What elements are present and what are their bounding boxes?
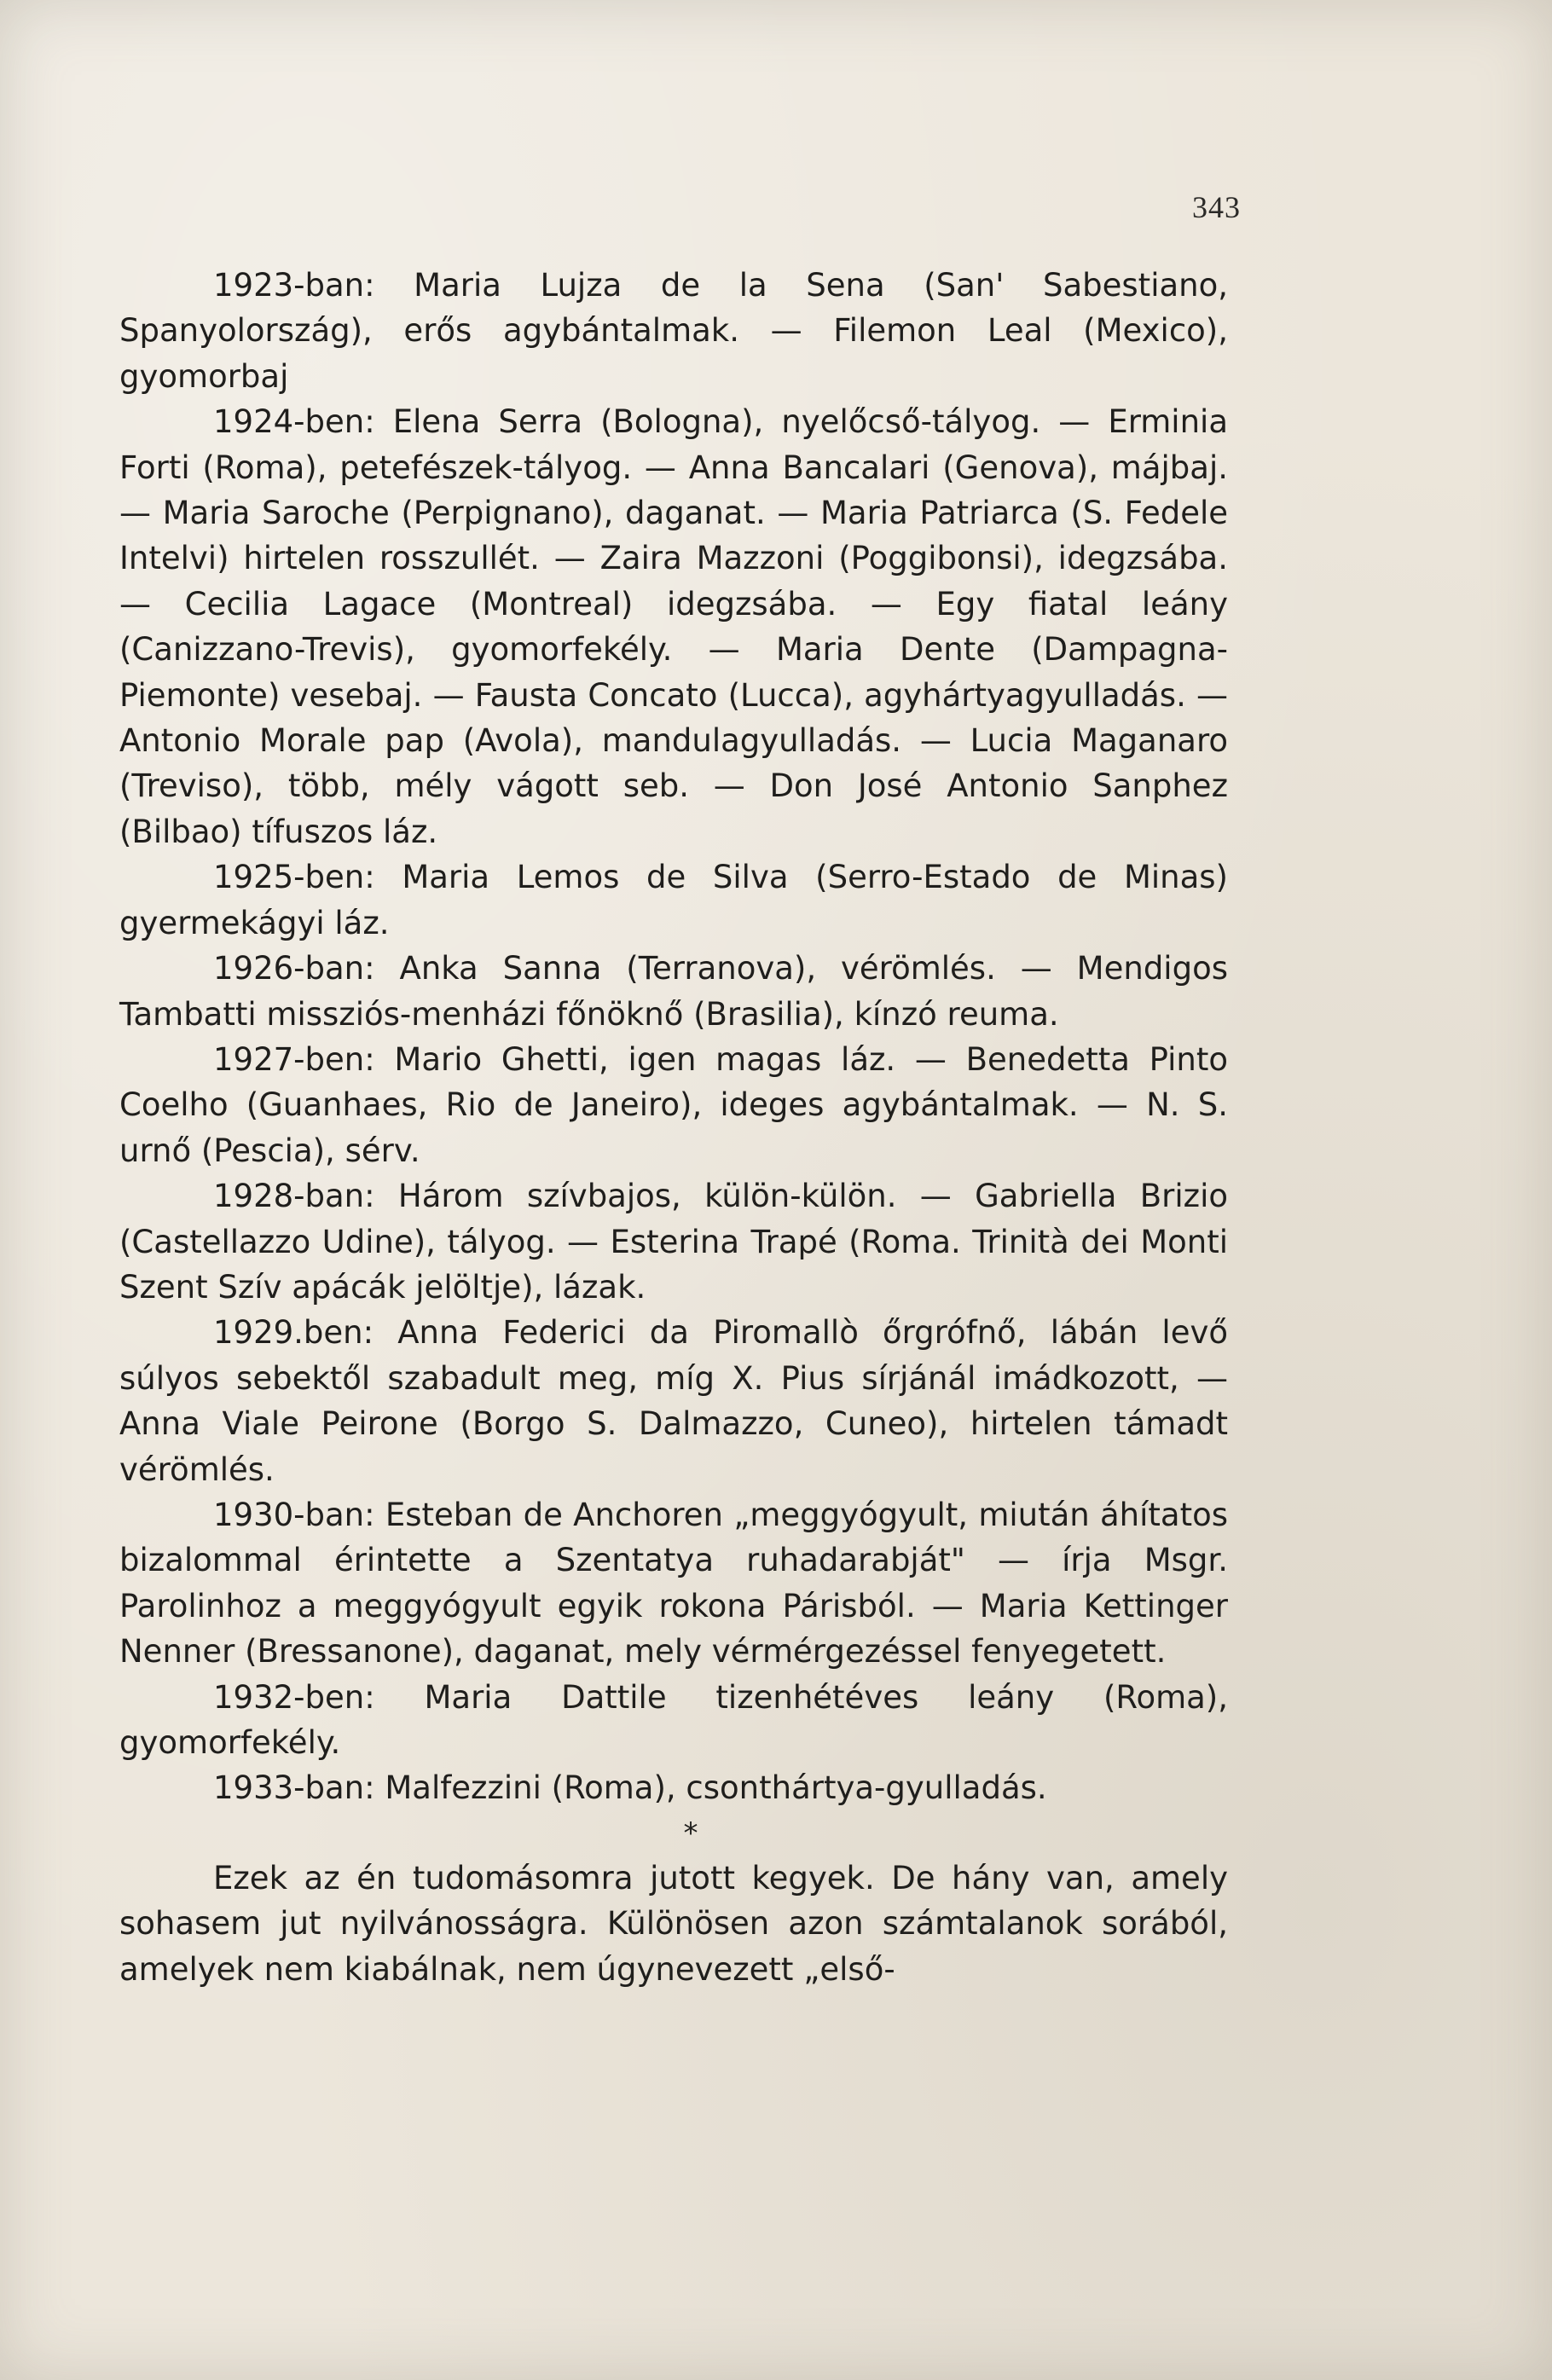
entry-1932: 1932-ben: Maria Dattile tizenhétéves leány (Roma), gyomorfekély. — [119, 1678, 1228, 1761]
entry-1923: 1923-ban: Maria Lujza de la Sena (San' Sabestiano, Spanyolország), erős agybántalmak. — Filemon Leal (Mexico), gyomorbaj — [119, 267, 1228, 395]
entry-1930: 1930-ban: Esteban de Anchoren „meggyógyult, miután áhítatos bizalommal érintette a Szentatya ruhadarabját" — írja Msgr. Parolinhoz a meggyógyult egyik rokona Párisból. — Maria Kettinger Nenner (Bressanone), daganat, mely vérmérgezéssel fenyegetett. — [119, 1496, 1228, 1671]
entry-1929: 1929.ben: Anna Federici da Piromallò őrgrófnő, lábán levő súlyos sebektől szabadult meg, míg X. Pius sírjánál imádkozott, — Anna Viale Peirone (Borgo S. Dalmazzo, Cuneo), hirtelen támadt vérömlés. — [119, 1314, 1228, 1488]
page-number: 343 — [1192, 190, 1241, 224]
entry-1933: 1933-ban: Malfezzini (Roma), csonthártya-gyulladás. — [213, 1769, 1047, 1807]
page-body — [119, 263, 1228, 1992]
entry-1924: 1924-ben: Elena Serra (Bologna), nyelőcső-tályog. — Erminia Forti (Roma), petefészek-tályog. — Anna Bancalari (Genova), májbaj. — Maria Saroche (Perpignano), daganat. — Maria Patriarca (S. Fedele Intelvi) hirtelen rosszullét. — Zaira Mazzoni (Poggibonsi), idegzsába. — Cecilia Lagace (Montreal) idegzsába. — Egy fiatal leány (Canizzano-Trevis), gyomorfekély. — Maria Dente (Dampagna-Piemonte) vesebaj. — Fausta Concato (Lucca), agyhártyagyulladás. — Antonio Morale pap (Avola), mandulagyulladás. — Lucia Maganaro (Treviso), több, mély vágott seb. — Don José Antonio Sanphez (Bilbao) tífuszos láz. — [119, 403, 1228, 850]
entry-1927: 1927-ben: Mario Ghetti, igen magas láz. — Benedetta Pinto Coelho (Guanhaes, Rio de Janeiro), ideges agybántalmak. — N. S. urnő (Pescia), sérv. — [119, 1040, 1228, 1169]
section-separator: * — [683, 1815, 698, 1850]
entry-1928: 1928-ban: Három szívbajos, külön-külön. — Gabriella Brizio (Castellazzo Udine), tályog. — Esterina Trapé (Roma. Trinità dei Monti Szent Szív apácák jelöltje), lázak. — [119, 1178, 1228, 1306]
entry-1925: 1925-ben: Maria Lemos de Silva (Serro-Estado de Minas) gyermekágyi láz. — [119, 859, 1228, 941]
closing-paragraph: Ezek az én tudomásomra jutott kegyek. De hány van, amely sohasem jut nyilvánosságra. Különösen azon számtalanok sorából, amelyek nem kiabálnak, nem úgynevezett „első- — [119, 1859, 1228, 1988]
entry-1926: 1926-ban: Anka Sanna (Terranova), vérömlés. — Mendigos Tambatti missziós-menházi főnöknő (Brasilia), kínzó reuma. — [119, 950, 1228, 1033]
